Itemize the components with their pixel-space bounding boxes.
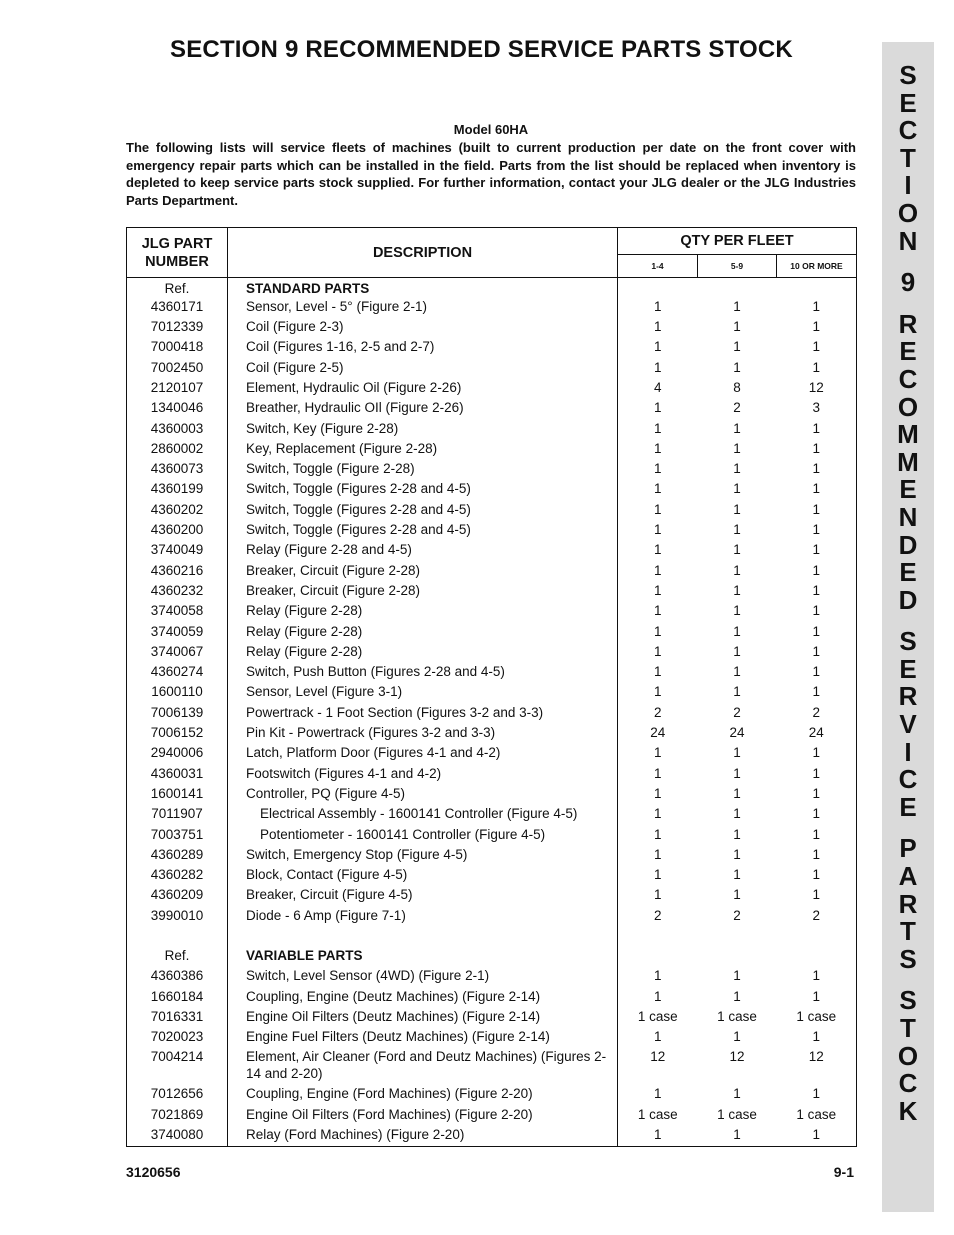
part-number: 3740067 — [127, 643, 228, 663]
qty-1-4: 1 — [653, 562, 662, 578]
side-tab-letter: A — [898, 861, 918, 892]
qty-10-or-more: 1 — [777, 359, 857, 379]
part-description: Engine Oil Filters (Ford Machines) (Figure 2-20) — [228, 1106, 618, 1126]
qty-10-or-more: 1 case — [777, 1008, 857, 1028]
qty-5-9: 1 — [733, 684, 741, 700]
side-tab-letter: M — [897, 419, 919, 450]
qty-1-4: 1 — [653, 684, 662, 700]
qty-10-or-more: 1 — [777, 501, 857, 521]
part-number: 7021869 — [127, 1106, 228, 1126]
side-tab-letter: C — [898, 363, 918, 394]
part-number: 4360216 — [127, 562, 228, 582]
qty-5-9: 1 — [733, 968, 741, 984]
side-tab-letter: T — [900, 1013, 916, 1043]
table-row — [127, 318, 857, 338]
qty-10-or-more: 1 — [777, 1126, 857, 1146]
qty-10-or-more: 1 — [777, 1085, 857, 1105]
qty-10-or-more: 3 — [777, 399, 857, 419]
table-row — [127, 988, 857, 1008]
section-heading-row — [127, 947, 857, 967]
qty-5-9: 1 — [733, 603, 741, 619]
part-number: 7006139 — [127, 704, 228, 724]
qty-1-4: 1 — [653, 988, 662, 1004]
qty-1-4: 2 — [653, 704, 662, 720]
qty-1-4: 2 — [653, 907, 662, 923]
part-description: Breather, Hydraulic OIl (Figure 2-26) — [228, 399, 618, 419]
part-description: Switch, Toggle (Figures 2-28 and 4-5) — [228, 480, 618, 500]
qty-5-9: 1 — [733, 988, 741, 1004]
qty-5-9: 1 — [733, 846, 741, 862]
part-number: 7000418 — [127, 338, 228, 358]
side-tab-letter: D — [898, 584, 918, 615]
part-description: Diode - 6 Amp (Figure 7-1) — [228, 907, 618, 927]
qty-10-or-more: 1 — [777, 460, 857, 480]
qty-10-or-more: 1 — [777, 886, 857, 906]
header-qty-5-9: 5-9 — [698, 255, 777, 278]
qty-5-9: 1 — [733, 562, 741, 578]
section-spacer — [127, 927, 857, 947]
qty-1-4: 1 — [653, 542, 662, 558]
table-row — [127, 582, 857, 602]
part-number: 7016331 — [127, 1008, 228, 1028]
side-tab-letter: D — [898, 529, 918, 560]
qty-10-or-more: 1 — [777, 318, 857, 338]
part-number: 1600141 — [127, 785, 228, 805]
header-qty-10-more: 10 OR MORE — [777, 255, 857, 278]
side-tab-letter: E — [899, 557, 917, 588]
side-tab-letter: E — [899, 336, 917, 367]
part-description: Sensor, Level (Figure 3-1) — [228, 683, 618, 703]
qty-1-4: 12 — [650, 1049, 666, 1065]
qty-5-9: 1 — [733, 785, 741, 801]
qty-1-4: 1 — [653, 440, 662, 456]
qty-10-or-more: 1 — [777, 846, 857, 866]
part-description: Relay (Figure 2-28) — [228, 623, 618, 643]
table-row — [127, 1008, 857, 1028]
qty-5-9: 1 — [733, 542, 741, 558]
side-tab-letter: I — [904, 170, 912, 201]
qty-5-9: 1 — [733, 501, 741, 517]
side-tab-letter: O — [897, 197, 919, 228]
part-description: Coil (Figures 1-16, 2-5 and 2-7) — [228, 338, 618, 358]
qty-1-4: 1 — [653, 664, 662, 680]
part-number: 4360209 — [127, 886, 228, 906]
qty-1-4: 1 — [653, 1029, 662, 1045]
side-tab-letter: T — [900, 916, 916, 947]
side-tab-letter: 9 — [900, 267, 916, 298]
intro-paragraph: The following lists will service fleets of machines (built to current production per date on the front cover with emergency repair parts which can be installed in the field. Parts from the list should be replaced when inventory is depleted to keep service parts stock supplied. For further information, contact your JLG dealer or the JLG Industries Parts Department. — [126, 140, 856, 208]
qty-10-or-more: 1 — [777, 988, 857, 1008]
qty-10-or-more: 1 — [777, 643, 857, 663]
part-number: 7020023 — [127, 1028, 228, 1048]
table-row — [127, 379, 857, 399]
qty-10-or-more: 1 — [777, 866, 857, 886]
table-row — [127, 1048, 857, 1085]
table-row — [127, 562, 857, 582]
qty-10-or-more: 1 — [777, 440, 857, 460]
side-tab-letter: C — [898, 764, 918, 795]
side-tab-letter: P — [899, 833, 917, 864]
qty-1-4: 1 — [653, 420, 662, 436]
part-description: Relay (Figure 2-28 and 4-5) — [228, 541, 618, 561]
qty-10-or-more: 1 — [777, 683, 857, 703]
qty-5-9: 1 — [733, 522, 741, 538]
table-row — [127, 623, 857, 643]
qty-5-9: 1 — [733, 461, 741, 477]
qty-5-9: 1 — [733, 765, 741, 781]
header-qty-per-fleet: QTY PER FLEET — [618, 228, 857, 255]
doc-number: 3120656 — [126, 1164, 181, 1180]
table-row — [127, 785, 857, 805]
side-tab-letter: V — [899, 709, 917, 740]
side-tab-letter: C — [898, 1068, 918, 1099]
part-number: 4360003 — [127, 420, 228, 440]
header-description: DESCRIPTION — [228, 228, 618, 278]
qty-5-9: 1 — [733, 319, 741, 335]
model-heading: Model 60HA — [453, 122, 529, 137]
qty-10-or-more: 1 — [777, 298, 857, 318]
qty-1-4: 1 — [653, 765, 662, 781]
section-side-tab — [882, 42, 934, 1212]
qty-10-or-more: 1 case — [777, 1106, 857, 1126]
qty-5-9: 8 — [733, 379, 741, 395]
qty-5-9: 1 — [733, 826, 741, 842]
qty-5-9: 1 — [733, 1029, 741, 1045]
qty-10-or-more: 1 — [777, 967, 857, 987]
table-row — [127, 643, 857, 663]
qty-1-4: 1 — [653, 359, 662, 375]
qty-5-9: 2 — [733, 704, 741, 720]
side-tab-letter: T — [900, 142, 916, 173]
part-description: Switch, Key (Figure 2-28) — [228, 420, 618, 440]
qty-1-4: 1 — [653, 623, 662, 639]
part-number: 2120107 — [127, 379, 228, 399]
qty-10-or-more: 12 — [777, 379, 857, 399]
side-tab-letter: K — [898, 1095, 918, 1126]
qty-1-4: 1 — [653, 481, 662, 497]
qty-1-4: 1 — [653, 1086, 662, 1102]
part-number: 4360232 — [127, 582, 228, 602]
qty-1-4: 1 — [653, 501, 662, 517]
table-row — [127, 846, 857, 866]
part-number: 4360274 — [127, 663, 228, 683]
part-number: 1660184 — [127, 988, 228, 1008]
table-row — [127, 886, 857, 906]
qty-1-4: 1 — [653, 603, 662, 619]
table-row — [127, 1085, 857, 1105]
part-description: Switch, Toggle (Figure 2-28) — [228, 460, 618, 480]
part-number: 1600110 — [127, 683, 228, 703]
section-ref: Ref. — [127, 278, 228, 298]
part-number: 4360200 — [127, 521, 228, 541]
part-number: 7002450 — [127, 359, 228, 379]
qty-5-9: 1 — [733, 745, 741, 761]
qty-1-4: 1 — [653, 522, 662, 538]
part-description: Engine Oil Filters (Deutz Machines) (Figure 2-14) — [228, 1008, 618, 1028]
side-tab-letter: I — [904, 736, 912, 767]
qty-5-9: 1 — [733, 481, 741, 497]
qty-1-4: 1 — [653, 339, 662, 355]
table-row — [127, 663, 857, 683]
side-tab-letter: R — [898, 308, 918, 339]
qty-5-9: 1 — [733, 339, 741, 355]
qty-1-4: 1 — [653, 846, 662, 862]
qty-5-9: 1 — [733, 664, 741, 680]
part-description: Breaker, Circuit (Figure 2-28) — [228, 582, 618, 602]
table-row — [127, 704, 857, 724]
qty-5-9: 1 — [733, 359, 741, 375]
section-ref: Ref. — [127, 947, 228, 967]
qty-1-4: 1 — [653, 826, 662, 842]
side-tab-letter: E — [899, 791, 917, 822]
table-row — [127, 521, 857, 541]
qty-10-or-more: 1 — [777, 785, 857, 805]
section-heading: VARIABLE PARTS — [228, 947, 618, 967]
side-tab-letter: E — [899, 653, 917, 684]
part-description: Coupling, Engine (Ford Machines) (Figure 2-20) — [228, 1085, 618, 1105]
page-title: SECTION 9 RECOMMENDED SERVICE PARTS STOCK — [170, 36, 793, 63]
part-description: Sensor, Level - 5° (Figure 2-1) — [228, 298, 618, 318]
qty-5-9: 12 — [729, 1049, 745, 1065]
part-description: Switch, Level Sensor (4WD) (Figure 2-1) — [228, 967, 618, 987]
part-description: Relay (Figure 2-28) — [228, 602, 618, 622]
table-row — [127, 1028, 857, 1048]
part-description: Coil (Figure 2-5) — [228, 359, 618, 379]
side-tab-letter: O — [897, 391, 919, 422]
table-row — [127, 1126, 857, 1146]
qty-1-4: 1 — [653, 968, 662, 984]
side-tab-letter: S — [899, 626, 917, 657]
part-description: Relay (Figure 2-28) — [228, 643, 618, 663]
qty-5-9: 2 — [733, 400, 741, 416]
qty-1-4: 1 — [653, 319, 662, 335]
qty-1-4: 1 — [653, 806, 662, 822]
section-heading-row — [127, 278, 857, 298]
qty-1-4: 1 — [653, 582, 662, 598]
qty-10-or-more: 12 — [777, 1048, 857, 1085]
side-tab-letter: S — [899, 60, 917, 90]
part-number: 4360386 — [127, 967, 228, 987]
side-tab-letter: S — [899, 943, 917, 974]
qty-1-4: 1 — [653, 461, 662, 477]
qty-10-or-more: 1 — [777, 541, 857, 561]
qty-5-9: 1 — [733, 420, 741, 436]
side-tab-letter: N — [898, 501, 918, 532]
qty-5-9: 1 — [733, 806, 741, 822]
qty-10-or-more: 1 — [777, 663, 857, 683]
table-row — [127, 724, 857, 744]
qty-5-9: 1 case — [717, 1106, 757, 1122]
qty-10-or-more: 1 — [777, 602, 857, 622]
part-description: Coupling, Engine (Deutz Machines) (Figure 2-14) — [228, 988, 618, 1008]
table-row — [127, 805, 857, 825]
side-tab-letter: M — [897, 446, 919, 477]
part-description: Pin Kit - Powertrack (Figures 3-2 and 3-3) — [228, 724, 618, 744]
page-number: 9-1 — [833, 1164, 854, 1180]
qty-1-4: 1 — [653, 400, 662, 416]
table-row — [127, 440, 857, 460]
table-row — [127, 501, 857, 521]
table-row — [127, 683, 857, 703]
qty-10-or-more: 1 — [777, 623, 857, 643]
part-number: 3740059 — [127, 623, 228, 643]
part-number: 7003751 — [127, 826, 228, 846]
qty-5-9: 1 — [733, 887, 741, 903]
table-row — [127, 765, 857, 785]
part-description: Key, Replacement (Figure 2-28) — [228, 440, 618, 460]
part-number: 7004214 — [127, 1048, 228, 1085]
qty-10-or-more: 1 — [777, 826, 857, 846]
table-row — [127, 866, 857, 886]
qty-10-or-more: 1 — [777, 420, 857, 440]
table-row — [127, 298, 857, 318]
qty-5-9: 1 — [733, 440, 741, 456]
parts-table-body — [127, 278, 857, 1147]
qty-1-4: 4 — [653, 379, 662, 395]
part-description: Block, Contact (Figure 4-5) — [228, 866, 618, 886]
part-number: 4360199 — [127, 480, 228, 500]
qty-10-or-more: 2 — [777, 907, 857, 927]
part-description: Breaker, Circuit (Figure 4-5) — [228, 886, 618, 906]
table-row — [127, 338, 857, 358]
qty-5-9: 1 case — [717, 1008, 757, 1024]
part-description: Electrical Assembly - 1600141 Controller (Figure 4-5) — [228, 805, 618, 825]
service-parts-table — [126, 227, 857, 1147]
side-tab-letter: S — [899, 985, 917, 1016]
part-description: Controller, PQ (Figure 4-5) — [228, 785, 618, 805]
table-row — [127, 420, 857, 440]
qty-10-or-more: 24 — [777, 724, 857, 744]
part-description: Element, Air Cleaner (Ford and Deutz Machines) (Figures 2-14 and 2-20) — [228, 1048, 618, 1085]
qty-10-or-more: 1 — [777, 582, 857, 602]
table-row — [127, 480, 857, 500]
part-number: 3740049 — [127, 541, 228, 561]
table-row — [127, 1106, 857, 1126]
part-description: Breaker, Circuit (Figure 2-28) — [228, 562, 618, 582]
qty-5-9: 1 — [733, 582, 741, 598]
qty-1-4: 1 case — [637, 1008, 678, 1024]
qty-1-4: 1 — [653, 298, 662, 314]
side-tab-letter: E — [899, 87, 917, 118]
part-description: Potentiometer - 1600141 Controller (Figure 4-5) — [228, 826, 618, 846]
part-number: 2860002 — [127, 440, 228, 460]
table-row — [127, 359, 857, 379]
side-tab-letter: R — [898, 888, 918, 919]
qty-10-or-more: 1 — [777, 562, 857, 582]
qty-10-or-more: 1 — [777, 805, 857, 825]
part-number: 4360031 — [127, 765, 228, 785]
qty-5-9: 2 — [733, 907, 741, 923]
part-description: Powertrack - 1 Foot Section (Figures 3-2 and 3-3) — [228, 704, 618, 724]
qty-10-or-more: 2 — [777, 704, 857, 724]
part-description: Footswitch (Figures 4-1 and 4-2) — [228, 765, 618, 785]
table-row — [127, 541, 857, 561]
part-number: 7012339 — [127, 318, 228, 338]
side-tab-letter: C — [898, 115, 918, 146]
part-number: 2940006 — [127, 744, 228, 764]
table-row — [127, 744, 857, 764]
qty-1-4: 1 — [653, 867, 662, 883]
table-row — [127, 907, 857, 927]
qty-5-9: 1 — [698, 1126, 777, 1146]
qty-5-9: 24 — [729, 725, 745, 741]
qty-1-4: 1 — [653, 643, 662, 659]
qty-5-9: 1 — [733, 298, 741, 314]
table-row — [127, 967, 857, 987]
part-description: Switch, Toggle (Figures 2-28 and 4-5) — [228, 501, 618, 521]
part-description: Latch, Platform Door (Figures 4-1 and 4-2) — [228, 744, 618, 764]
qty-5-9: 1 — [733, 1086, 741, 1102]
part-description: Element, Hydraulic Oil (Figure 2-26) — [228, 379, 618, 399]
qty-5-9: 1 — [733, 867, 741, 883]
part-number: 3990010 — [127, 907, 228, 927]
qty-10-or-more: 1 — [777, 744, 857, 764]
qty-10-or-more: 1 — [777, 765, 857, 785]
qty-1-4: 1 — [653, 745, 662, 761]
qty-1-4: 1 — [653, 887, 662, 903]
qty-5-9: 1 — [733, 623, 741, 639]
qty-5-9: 1 — [733, 643, 741, 659]
part-description: Switch, Toggle (Figures 2-28 and 4-5) — [228, 521, 618, 541]
part-description: Switch, Push Button (Figures 2-28 and 4-5) — [228, 663, 618, 683]
qty-10-or-more: 1 — [777, 1028, 857, 1048]
part-number: 4360073 — [127, 460, 228, 480]
table-row — [127, 602, 857, 622]
part-description: Coil (Figure 2-3) — [228, 318, 618, 338]
part-number: 4360289 — [127, 846, 228, 866]
qty-1-4: 1 case — [637, 1106, 678, 1122]
part-number: 4360202 — [127, 501, 228, 521]
section-heading: STANDARD PARTS — [228, 278, 618, 298]
table-row — [127, 399, 857, 419]
qty-10-or-more: 1 — [777, 338, 857, 358]
side-tab-letter: R — [898, 681, 918, 712]
part-description: Switch, Emergency Stop (Figure 4-5) — [228, 846, 618, 866]
side-tab-letter: N — [898, 225, 918, 256]
qty-1-4: 1 — [618, 1126, 698, 1146]
side-tab-letter: E — [899, 474, 917, 505]
part-number: 1340046 — [127, 399, 228, 419]
part-number: 3740080 — [127, 1126, 228, 1146]
part-description: Engine Fuel Filters (Deutz Machines) (Figure 2-14) — [228, 1028, 618, 1048]
part-number: 7012656 — [127, 1085, 228, 1105]
qty-1-4: 1 — [653, 785, 662, 801]
part-number: 7006152 — [127, 724, 228, 744]
part-number: 4360171 — [127, 298, 228, 318]
part-number: 3740058 — [127, 602, 228, 622]
side-tab-letter: O — [897, 1040, 919, 1071]
part-number: 4360282 — [127, 866, 228, 886]
header-part-number: JLG PART NUMBER — [127, 228, 228, 278]
part-description: Relay (Ford Machines) (Figure 2-20) — [228, 1126, 618, 1146]
table-row — [127, 826, 857, 846]
qty-1-4: 24 — [650, 725, 666, 741]
qty-10-or-more: 1 — [777, 521, 857, 541]
part-number: 7011907 — [127, 805, 228, 825]
table-row — [127, 460, 857, 480]
qty-10-or-more: 1 — [777, 480, 857, 500]
header-qty-1-4: 1-4 — [618, 255, 698, 278]
